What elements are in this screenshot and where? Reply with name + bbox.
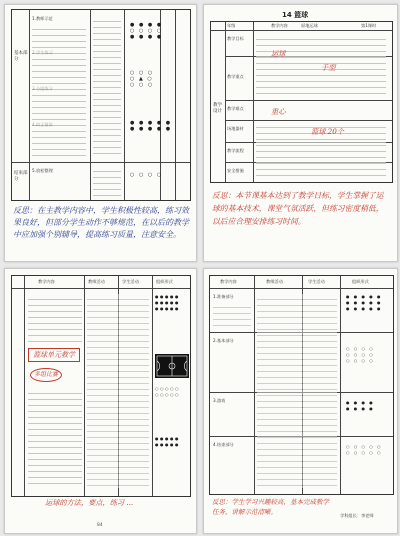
col4-header-teacher: 教师活动 <box>266 279 283 284</box>
text-lines-1 <box>32 24 86 156</box>
section-goals: 教学目标 <box>227 36 244 41</box>
handwritten-reflection-4: 反思：学生学习兴趣较高，基本完成教学任务，讲解示范清晰。 <box>212 498 329 516</box>
section-flow: 教学流程 <box>227 148 244 153</box>
left-item-3: 3.游戏 <box>213 398 226 403</box>
text-lines-3c <box>87 294 149 488</box>
handwritten-reflection-1: 反思：在主教学内容中，学生积极性较高，练习效果良好，但部分学生动作不够规范，在以后的教学中应加强个别辅导，提高练习质量，注意安全。 <box>13 206 189 239</box>
lesson-plan-page-1 <box>4 4 197 262</box>
section-safety: 安全措施 <box>227 168 244 173</box>
text-lines-4b <box>213 302 251 328</box>
row-label-end: 结束部分 <box>14 171 28 182</box>
signature-line: 学科组长：李老师 <box>340 513 374 518</box>
col-header-org: 组织形式 <box>156 279 173 284</box>
circled-note: 多组比赛 <box>30 368 62 382</box>
text-lines-3b <box>28 388 82 488</box>
row-label-basic: 基本部分 <box>14 51 28 62</box>
court-lines-icon <box>156 355 188 377</box>
boxed-handwriting: 篮球单元教学 <box>28 348 80 362</box>
section-difficulty: 教学难点 <box>227 106 244 111</box>
lesson-plan-page-2 <box>203 4 398 262</box>
left-item-4: 4.结束部分 <box>213 442 234 447</box>
col-header-teacher: 教师活动 <box>88 279 105 284</box>
header-content: 教学内容 <box>271 23 288 28</box>
lesson-plan-page-4 <box>203 268 398 534</box>
text-lines-4a <box>257 294 337 488</box>
formation-dots-1: ● ● ● ● ○ ○ ○ ○ ● ● ● ● <box>130 22 163 40</box>
left-item-1: 1.准备部分 <box>213 294 234 299</box>
lesson-plan-page-3 <box>4 268 197 534</box>
lesson-table-1 <box>11 9 191 201</box>
formation-dots-10: ● ● ● ● ● ● ● ● <box>346 400 375 411</box>
formation-dots-7: ●●●●● ●●●●● <box>155 436 180 447</box>
lesson-table-2 <box>210 21 393 183</box>
text-lines-2 <box>93 16 121 156</box>
page-title: 14 篮球 <box>282 11 309 19</box>
header-hours-value: 第1课时 <box>361 23 377 28</box>
formation-dots-6: ○○○○○ ○○○○○ <box>155 386 180 397</box>
hand-item-1: 运球 <box>271 49 286 58</box>
col-header-student: 学生活动 <box>122 279 139 284</box>
col-header-content: 教学内容 <box>38 279 55 284</box>
formation-dots-5: ●●●●● ●●●●● ●●●●● <box>155 294 180 311</box>
lesson-table-3 <box>11 275 191 497</box>
text-lines-3 <box>93 166 121 196</box>
section-equipment: 场地器材 <box>227 126 244 131</box>
formation-dots-8: ● ● ● ● ● ● ● ● ● ● ● ● ● ● ● <box>346 294 383 311</box>
hand-item-2: 手型 <box>321 63 336 72</box>
section-key: 教学重点 <box>227 74 244 79</box>
step-5: 5.放松整理 <box>32 168 53 173</box>
lesson-table-4 <box>209 275 394 495</box>
handwritten-reflection-2: 反思：本节课基本达到了教学目标，学生掌握了运球的基本技术，课堂气氛活跃，但练习密度稍低，以后应合理安排练习时间。 <box>212 191 384 226</box>
col4-header-content: 教学内容 <box>220 279 237 284</box>
text-lines-3a <box>28 294 82 344</box>
col4-header-org: 组织形式 <box>352 279 369 284</box>
hand-item-4: 篮球 20个 <box>311 127 344 136</box>
col4-header-student: 学生活动 <box>308 279 325 284</box>
formation-dots-2: ○ ○ ○ ○ ▲ ○ ○ ○ ○ <box>130 70 154 88</box>
page-number: 84 <box>97 523 103 528</box>
handwritten-note-3: 运球的方法，要点，练习 ... <box>45 498 134 507</box>
formation-dots-3: ● ● ● ● ● ● ● ● ● ● <box>130 120 172 132</box>
step-1: 1.教师示范 <box>32 16 53 21</box>
formation-dots-4: ○ ○ ○ ○ <box>130 172 163 178</box>
side-label: 教学设计 <box>213 103 222 114</box>
formation-dots-9: ○ ○ ○ ○ ○ ○ ○ ○ ○ ○ ○ ○ <box>346 346 375 363</box>
header-content-value: 原地运球 <box>301 23 318 28</box>
hand-item-3: 重心 <box>271 107 286 116</box>
formation-dots-11: ○ ○ ○ ○ ○ ○ ○ ○ ○ ○ <box>346 444 383 455</box>
left-item-2: 2.基本部分 <box>213 338 234 343</box>
header-grade: 年级 <box>227 23 236 28</box>
basketball-court-diagram <box>155 354 189 378</box>
